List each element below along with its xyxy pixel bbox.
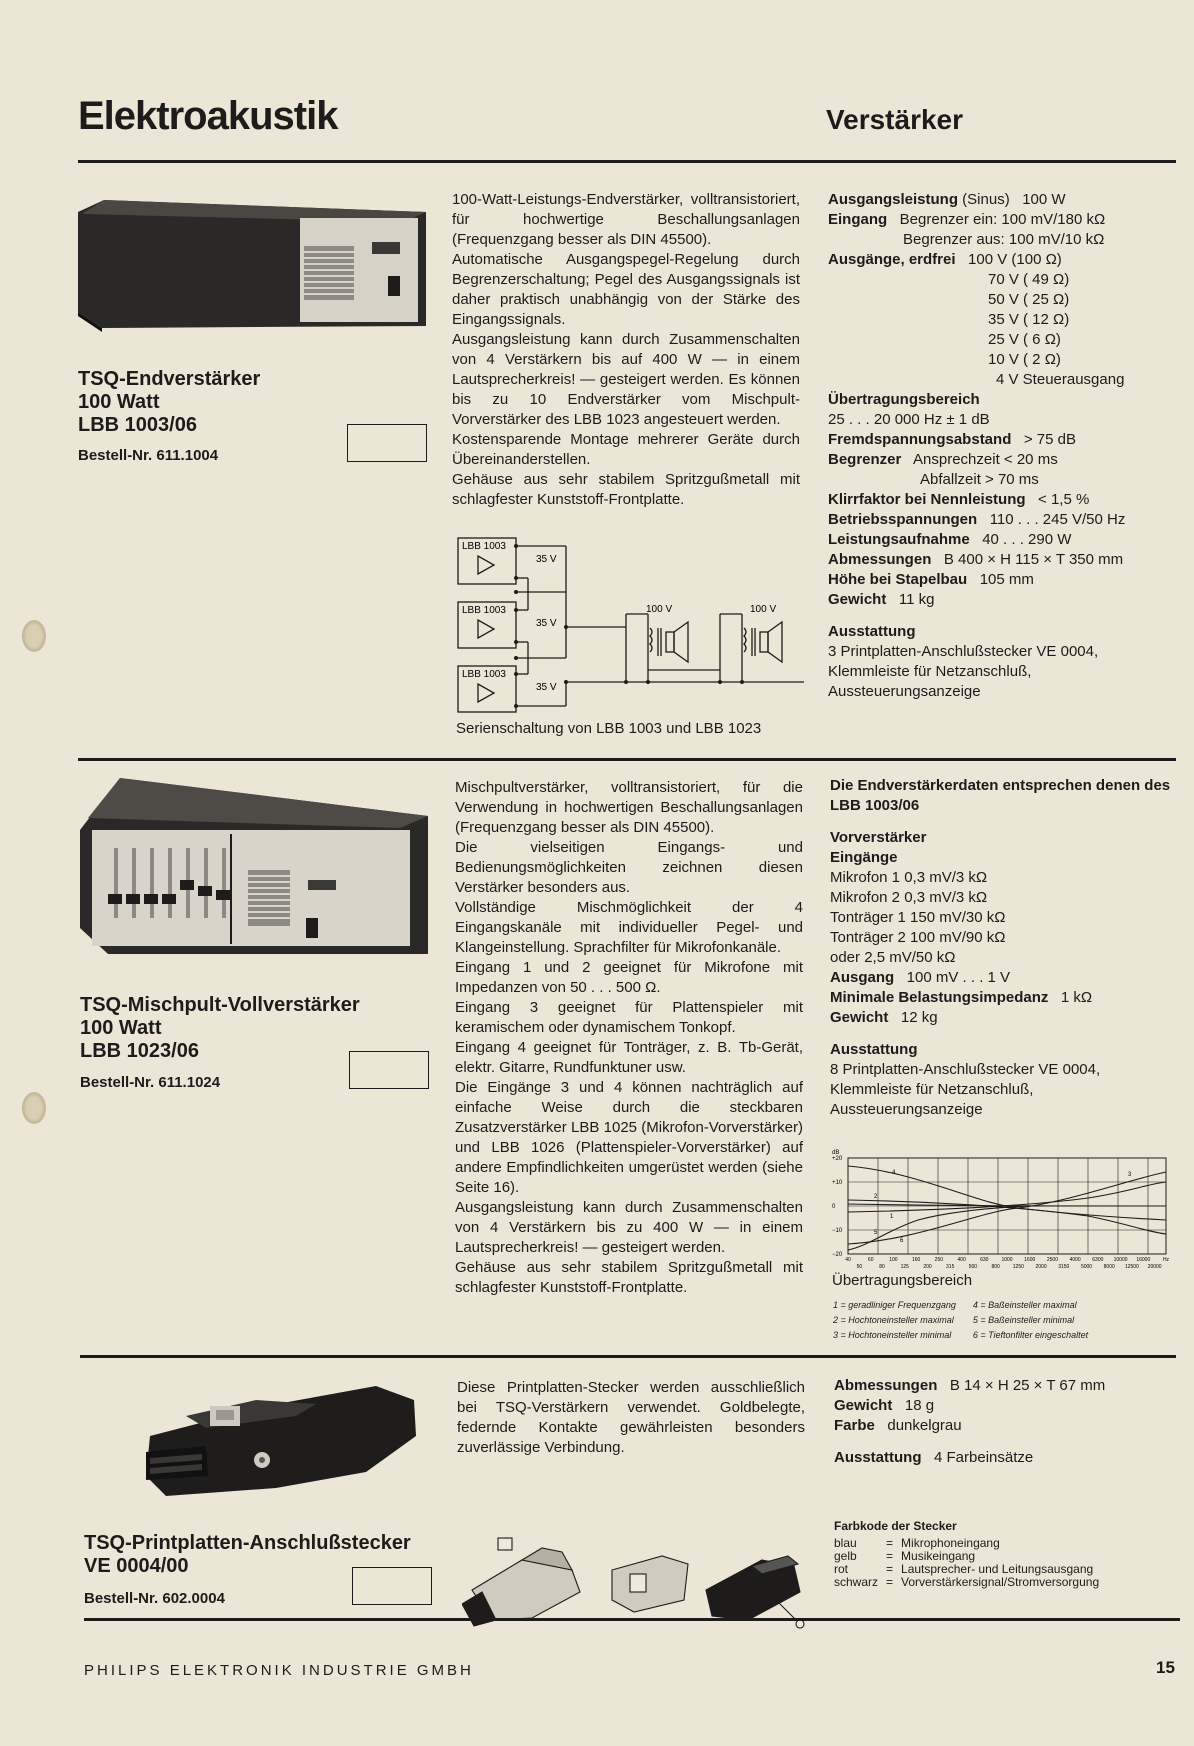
punch-hole (22, 1092, 46, 1124)
spec-intro: Die Endverstärkerdaten entsprechen denen des LBB 1003/06 (830, 777, 1171, 814)
legend-item: 3 = Hochtoneinsteller minimal (833, 1330, 952, 1340)
product-name (80, 994, 360, 1063)
series-circuit-diagram (456, 532, 806, 727)
farbkode-meaning: Musikeingang (901, 1549, 976, 1563)
section-rule (80, 1355, 1176, 1358)
graph-xtick: 16000 (1136, 1257, 1151, 1263)
speaker-voltage-label: 100 V (646, 604, 673, 615)
graph-xtick: 3150 (1058, 1264, 1070, 1270)
graph-ylabel: dB (832, 1150, 840, 1156)
farbkode-row: gelb = Musikeingang (834, 1550, 1107, 1563)
description-paragraph: 100-Watt-Leistungs-Endverstärker, volltransistoriert, für hochwertige Beschallungsanlagen (Frequenzgang besser als DIN 45500). (452, 191, 800, 248)
spec-line: Eingang Begrenzer ein: 100 mV/180 kΩ (828, 211, 1106, 228)
farbkode-row: schwarz = Vorverstärkersignal/Stromversorgung (834, 1576, 1107, 1589)
product-name-line: 100 Watt (78, 391, 160, 413)
product-name-line: TSQ-Mischpult-Vollverstärker (80, 994, 360, 1016)
product-name (78, 368, 260, 437)
graph-xtick: 630 (980, 1257, 989, 1263)
graph-xtick: 50 (856, 1264, 863, 1270)
header-rule (78, 160, 1176, 163)
page-number: 15 (1156, 1658, 1175, 1677)
product-name-line: VE 0004/00 (84, 1555, 189, 1577)
order-box[interactable] (347, 424, 427, 462)
farbkode-color: gelb (834, 1549, 857, 1563)
product-name-line: 100 Watt (80, 1017, 162, 1039)
spec-line: Gewicht 12 kg (830, 1009, 938, 1026)
order-box[interactable] (352, 1567, 432, 1605)
spec-line: Betriebsspannungen 110 . . . 245 V/50 Hz (828, 511, 1126, 528)
graph-xtick: 250 (934, 1257, 944, 1263)
spec-line: Mikrofon 2 0,3 mV/3 kΩ (830, 889, 988, 906)
legend-item: 6 = Tieftonfilter eingeschaltet (972, 1330, 1089, 1340)
graph-ytick: +20 (832, 1156, 843, 1162)
diagram-caption: Serienschaltung von LBB 1003 und LBB 1023 (456, 720, 762, 737)
graph-xtick: 20000 (1147, 1264, 1162, 1270)
spec-line: Begrenzer aus: 100 mV/10 kΩ (903, 231, 1105, 248)
graph-ytick: +10 (832, 1180, 843, 1186)
spec-line: Minimale Belastungsimpedanz 1 kΩ (830, 989, 1093, 1006)
farbkode-meaning: Vorverstärkersignal/Stromversorgung (901, 1575, 1100, 1589)
graph-xtick: 8000 (1103, 1264, 1115, 1270)
voltage-label: 35 V (536, 554, 557, 565)
spec-line: 4 V Steuerausgang (996, 371, 1125, 388)
curve-label: 4 (892, 1170, 896, 1176)
spec-line: oder 2,5 mV/50 kΩ (830, 949, 956, 966)
graph-ytick: 0 (832, 1204, 836, 1210)
ausstattung-line: Aussteuerungsanzeige (830, 1101, 983, 1118)
graph-legend (832, 1298, 1089, 1343)
graph-xtick: 5000 (1080, 1264, 1093, 1270)
spec-line: 10 V ( 2 Ω) (988, 351, 1061, 368)
order-box[interactable] (349, 1051, 429, 1089)
graph-xtick: 10000 (1113, 1257, 1128, 1263)
graph-xtick: 80 (879, 1264, 885, 1270)
spec-line: Ausgang 100 mV . . . 1 V (830, 969, 1011, 986)
graph-ytick: −10 (832, 1228, 843, 1234)
voltage-label: 35 V (536, 682, 557, 693)
ausstattung-line: Aussteuerungsanzeige (828, 683, 981, 700)
spec-line: Leistungsaufnahme 40 . . . 290 W (828, 531, 1072, 548)
legend-item: 1 = geradliniger Frequenzgang (833, 1300, 956, 1310)
legend-item: 2 = Hochtoneinsteller maximal (833, 1315, 954, 1325)
description-paragraph: Gehäuse aus sehr stabilem Spritzgußmetall mit schlagfester Kunststoff-Frontplatte. (452, 471, 800, 508)
graph-xtick: 4000 (1069, 1257, 1081, 1263)
farbkode-meaning: Lautsprecher- und Leitungsausgang (901, 1562, 1094, 1576)
spec-line: Abmessungen B 14 × H 25 × T 67 mm (834, 1377, 1106, 1394)
description-paragraph: Vollständige Mischmöglichkeit der 4 Eingangskanäle mit individueller Pegel- und Klangeinstellung. Sprachfilter für Mikrofonkanäle. (455, 899, 803, 956)
spec-line: Ausgänge, erdfrei 100 V (100 Ω) (828, 251, 1062, 268)
farbkode-heading: Farbkode der Stecker (834, 1519, 957, 1533)
description-paragraph: Eingang 1 und 2 geeignet für Mikrofone mit Impedanzen von 50 . . . 500 Ω. (455, 959, 803, 996)
company-name: PHILIPS ELEKTRONIK INDUSTRIE GMBH (84, 1662, 474, 1679)
ausstattung-line: Klemmleiste für Netzanschluß, (828, 663, 1032, 680)
graph-xtick: 60 (867, 1257, 874, 1263)
graph-xtick: 800 (991, 1264, 1000, 1270)
spec-list (828, 190, 1168, 702)
spec-line: Mikrofon 1 0,3 mV/3 kΩ (830, 869, 988, 886)
farbkode-color: rot (834, 1562, 849, 1576)
product-description (455, 778, 803, 1298)
product-description (452, 190, 800, 510)
description-paragraph: Ausgangsleistung kann durch Zusammenschalten von 4 Verstärkern bis zu 400 W — in einem Lautsprecherkreis! — gesteigert werden. (455, 1199, 803, 1256)
amp-label: LBB 1003 (462, 605, 506, 616)
description-paragraph: Die Eingänge 3 und 4 können nachträglich auf einfache Weise durch die steckbaren Zusatzverstärker LBB 1025 (Mikrofon-Vorverstärker) und LBB 1026 (Plattenspieler-Vorverstärker) auf andere Empfindlichkeiten umgerüstet werden (siehe Seite 16). (455, 1079, 803, 1196)
page-title: Elektroakustik (78, 94, 338, 138)
description-paragraph: Ausgangsleistung kann durch Zusammenschalten von 4 Verstärkern bis auf 400 W — in einem Lautsprecherkreis! — gesteigert werden. Es können bis zu 10 Endverstärker vom Mischpult-Vorverstärker des LBB 1023 angesteuert werden. (452, 331, 800, 428)
spec-line: Tonträger 2 100 mV/90 kΩ (830, 929, 1006, 946)
spec-line: Fremdspannungsabstand > 75 dB (828, 431, 1076, 448)
legend-item: 5 = Baßeinsteller minimal (972, 1315, 1075, 1325)
ausstattung-heading: Ausstattung (828, 623, 916, 640)
spec-line: 35 V ( 12 Ω) (988, 311, 1070, 328)
spec-line: Gewicht 11 kg (828, 591, 935, 608)
description-paragraph: Diese Printplatten-Stecker werden ausschließlich bei TSQ-Verstärkern verwendet. Goldbelegte, federnde Kontakte gewährleisten besonders zuverlässige Verbindung. (457, 1379, 805, 1456)
order-number: Bestell-Nr. 602.0004 (84, 1590, 225, 1607)
spec-list (834, 1376, 1174, 1468)
spec-line: Eingänge (830, 849, 898, 866)
graph-xtick: Hz (1162, 1257, 1170, 1263)
spec-line: 70 V ( 49 Ω) (988, 271, 1070, 288)
spec-line: 50 V ( 25 Ω) (988, 291, 1070, 308)
footer-rule (84, 1618, 1180, 1621)
curve-label: 1 (890, 1214, 894, 1220)
graph-xtick: 2000 (1035, 1264, 1047, 1270)
farbkode-table (834, 1537, 1107, 1589)
voltage-label: 35 V (536, 618, 557, 629)
product-name-line: TSQ-Printplatten-Anschlußstecker (84, 1532, 411, 1554)
spec-line: 25 V ( 6 Ω) (988, 331, 1061, 348)
curve-label: 6 (900, 1238, 904, 1244)
description-paragraph: Kostensparende Montage mehrerer Geräte durch Übereinanderstellen. (452, 431, 800, 468)
graph-xtick: 12500 (1124, 1264, 1139, 1270)
punch-hole (22, 620, 46, 652)
ausstattung-line: 3 Printplatten-Anschlußstecker VE 0004, (828, 643, 1099, 660)
amplifier-photo (78, 196, 426, 341)
order-number: Bestell-Nr. 611.1024 (80, 1074, 221, 1091)
section-rule (78, 758, 1176, 761)
spec-line: Begrenzer Ansprechzeit < 20 ms (828, 451, 1058, 468)
spec-line: Ausgangsleistung (Sinus) 100 W (828, 191, 1066, 208)
graph-xtick: 2500 (1046, 1257, 1058, 1263)
spec-line: Farbe dunkelgrau (834, 1417, 962, 1434)
graph-xtick: 160 (911, 1257, 921, 1263)
legend-item: 4 = Baßeinsteller maximal (972, 1300, 1077, 1310)
spec-line: Klirrfaktor bei Nennleistung < 1,5 % (828, 491, 1090, 508)
graph-xtick: 400 (957, 1257, 966, 1263)
description-paragraph: Die vielseitigen Eingangs- und Bedienungsmöglichkeiten zeichnen diesen Verstärker besonders aus. (455, 839, 803, 896)
description-paragraph: Eingang 4 geeignet für Tonträger, z. B. Tb-Gerät, elektr. Gitarre, Rundfunktuner usw. (455, 1039, 803, 1076)
description-paragraph: Eingang 3 geeignet für Plattenspieler mit keramischem oder dynamischem Tonkopf. (455, 999, 803, 1036)
spec-line: 25 . . . 20 000 Hz ± 1 dB (828, 411, 990, 428)
farbkode-row: rot = Lautsprecher- und Leitungsausgang (834, 1563, 1107, 1576)
graph-xtick: 1600 (1024, 1257, 1036, 1263)
graph-xtick: 1000 (1001, 1257, 1013, 1263)
curve-label: 5 (874, 1230, 878, 1236)
order-number: Bestell-Nr. 611.1004 (78, 447, 219, 464)
graph-xtick: 200 (923, 1264, 932, 1270)
product-name-line: TSQ-Endverstärker (78, 368, 261, 390)
spec-line: Tonträger 1 150 mV/30 kΩ (830, 909, 1006, 926)
spec-line: Höhe bei Stapelbau 105 mm (828, 571, 1034, 588)
connector-photo (146, 1376, 422, 1513)
farbkode-meaning: Mikrophoneingang (901, 1536, 1000, 1550)
product-name-line: LBB 1023/06 (80, 1040, 199, 1062)
graph-xtick: 125 (900, 1264, 909, 1270)
product-description (457, 1378, 805, 1458)
spec-line: Übertragungsbereich (828, 391, 980, 408)
amp-label: LBB 1003 (462, 669, 506, 680)
description-paragraph: Automatische Ausgangspegel-Regelung durch Begrenzerschaltung; Pegel des Ausgangssignals ist daher praktisch unabhängig von der Stärke des Eingangssignals. (452, 251, 800, 328)
farbkode-color: blau (834, 1536, 857, 1550)
graph-xtick: 6300 (1092, 1257, 1104, 1263)
graph-ytick: −20 (832, 1252, 843, 1258)
spec-line: Abmessungen B 400 × H 115 × T 350 mm (828, 551, 1124, 568)
section-title: Verstärker (826, 104, 964, 135)
mixer-amplifier-photo (80, 778, 428, 969)
frequency-response-graph (828, 1146, 1178, 1275)
graph-xtick: 100 (889, 1257, 898, 1263)
spec-line: Abfallzeit > 70 ms (920, 471, 1039, 488)
spec-line: Ausstattung 4 Farbeinsätze (834, 1449, 1034, 1466)
product-name-line: LBB 1003/06 (78, 414, 197, 436)
graph-xtick: 315 (946, 1264, 955, 1270)
curve-label: 2 (874, 1194, 878, 1200)
graph-xtick: 1250 (1012, 1264, 1024, 1270)
farbkode-row: blau = Mikrophoneingang (834, 1537, 1107, 1550)
speaker-voltage-label: 100 V (750, 604, 777, 615)
ausstattung-line: 8 Printplatten-Anschlußstecker VE 0004, (830, 1061, 1101, 1078)
spec-list (830, 776, 1176, 1120)
graph-xtick: 500 (968, 1264, 978, 1270)
amp-label: LBB 1003 (462, 541, 506, 552)
description-paragraph: Gehäuse aus sehr stabilem Spritzgußmetall mit schlagfester Kunststoff-Frontplatte. (455, 1259, 803, 1296)
farbkode-color: schwarz (834, 1575, 879, 1589)
ausstattung-heading: Ausstattung (830, 1041, 918, 1058)
spec-line: Vorverstärker (830, 829, 927, 846)
description-paragraph: Mischpultverstärker, volltransistoriert, für die Verwendung in hochwertigen Beschallungsanlagen (Frequenzgang besser als DIN 45500). (455, 779, 803, 836)
curve-label: 3 (1128, 1172, 1132, 1178)
ausstattung-line: Klemmleiste für Netzanschluß, (830, 1081, 1034, 1098)
graph-xtick: 40 (845, 1257, 851, 1263)
graph-caption: Übertragungsbereich (832, 1272, 973, 1289)
spec-line: Gewicht 18 g (834, 1397, 935, 1414)
